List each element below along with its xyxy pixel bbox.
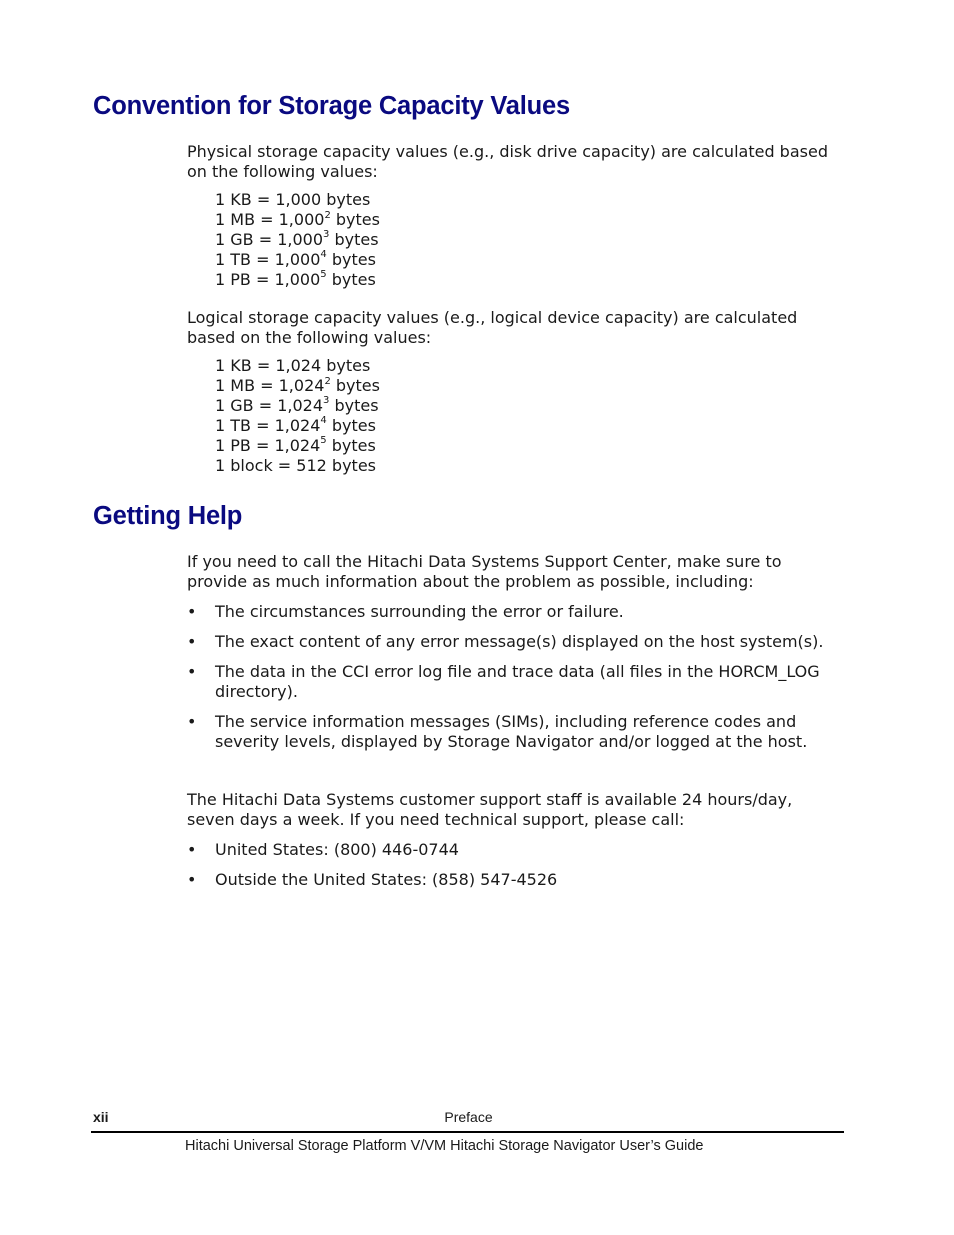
bullet-item: • The exact content of any error message(s) displayed on the host system(s). bbox=[187, 632, 824, 651]
unit-conversion-item: 1 KB = 1,024 bytes bbox=[215, 356, 371, 375]
bullet-icon: • bbox=[187, 632, 197, 651]
logical-capacity-intro: Logical storage capacity values (e.g., logical device capacity) are calculated based on the following values: bbox=[187, 308, 798, 347]
unit-conversion-item: 1 PB = $1,024^5$ bytes bbox=[215, 435, 376, 455]
unit-conversion-item: 1 GB = $1,000^3$ bytes bbox=[215, 229, 379, 249]
bullet-item: • The circumstances surrounding the error or failure. bbox=[187, 602, 624, 621]
unit-conversion-item: 1 TB = $1,000^4$ bytes bbox=[215, 249, 376, 269]
bullet-item: • The data in the CCI error log file and trace data (all files in the HORCM_LOG directory). bbox=[187, 662, 820, 701]
section-heading-getting-help: Getting Help bbox=[93, 502, 243, 530]
section-heading-storage-capacity: Convention for Storage Capacity Values bbox=[93, 92, 571, 120]
bullet-item: • Outside the United States: (858) 547-4526 bbox=[187, 870, 558, 889]
exponent: 3 bbox=[323, 229, 330, 241]
unit-conversion-item: 1 PB = $1,000^5$ bytes bbox=[215, 269, 376, 289]
exponent: 3 bbox=[323, 395, 330, 407]
bullet-icon: • bbox=[187, 662, 197, 681]
exponent: 5 bbox=[320, 435, 327, 447]
physical-units-list bbox=[215, 190, 380, 290]
unit-conversion-item: 1 MB = $1,000^2$ bytes bbox=[215, 209, 380, 229]
exponent: 4 bbox=[320, 415, 327, 427]
footer-divider bbox=[91, 1131, 844, 1133]
exponent: 2 bbox=[324, 375, 331, 387]
bullet-icon: • bbox=[187, 602, 197, 621]
bullet-icon: • bbox=[187, 712, 197, 731]
page-number: xii bbox=[93, 1109, 109, 1125]
getting-help-intro: If you need to call the Hitachi Data Systems Support Center, make sure to provide as much information about the problem as possible, including: bbox=[187, 552, 782, 591]
unit-conversion-item: 1 TB = $1,024^4$ bytes bbox=[215, 415, 376, 435]
footer-section-name: Preface bbox=[444, 1109, 493, 1125]
unit-conversion-item: 1 block = 512 bytes bbox=[215, 455, 376, 475]
bullet-item: • United States: (800) 446-0744 bbox=[187, 840, 459, 859]
exponent: 2 bbox=[324, 209, 331, 221]
unit-conversion-item: 1 GB = $1,024^3$ bytes bbox=[215, 395, 379, 415]
exponent: 5 bbox=[320, 269, 327, 281]
footer-guide-title: Hitachi Universal Storage Platform V/VM Hitachi Storage Navigator User’s Guide bbox=[185, 1138, 704, 1154]
bullet-icon: • bbox=[187, 870, 197, 889]
help-info-bullets bbox=[187, 602, 847, 762]
unit-conversion-item: 1 KB = 1,000 bytes bbox=[215, 190, 371, 209]
exponent: 4 bbox=[320, 249, 327, 261]
physical-capacity-intro: Physical storage capacity values (e.g., disk drive capacity) are calculated based on the following values: bbox=[187, 142, 828, 181]
support-phone-bullets bbox=[187, 840, 847, 900]
bullet-icon: • bbox=[187, 840, 197, 859]
bullet-item: • The service information messages (SIMs), including reference codes and severity levels, displayed by Storage Navigator and/or logged at the host. bbox=[187, 712, 808, 751]
logical-units-list bbox=[215, 356, 380, 475]
unit-conversion-item: 1 MB = $1,024^2$ bytes bbox=[215, 375, 380, 395]
support-availability-text: The Hitachi Data Systems customer support staff is available 24 hours/day, seven days a week. If you need technical support, please call: bbox=[187, 790, 793, 829]
